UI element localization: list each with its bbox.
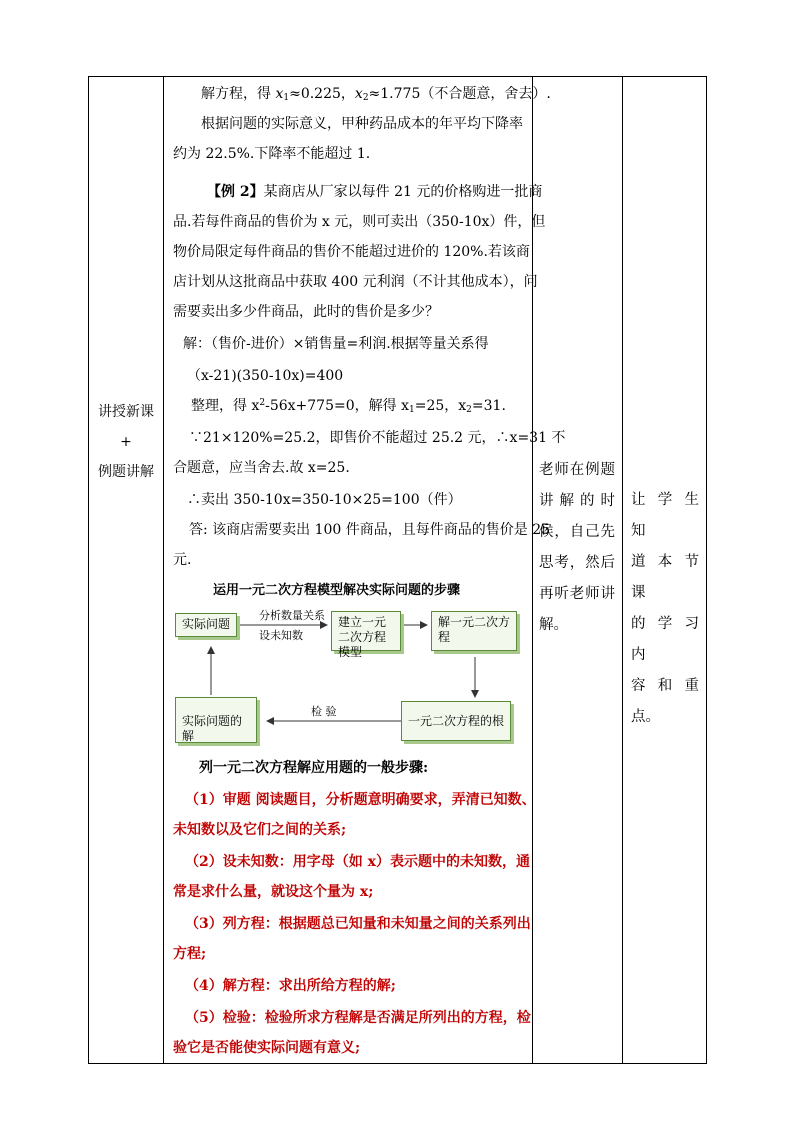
subscript: 2: [362, 93, 369, 103]
purpose-line: 道 本 节 课: [631, 554, 699, 601]
steps-title: 列一元二次方程解应用题的一般步骤:: [199, 760, 429, 776]
flow-box-build-model: 建立一元二次方程模型: [331, 611, 401, 651]
teacher-activity: 老师在例题讲解的时候，自己先思考，然后再听老师讲解。: [539, 462, 615, 633]
text: ≈1.775（不合题意，舍去）.: [368, 86, 551, 102]
step-line: （3）列方程：根据题总已知量和未知量之间的关系列出: [185, 916, 531, 932]
flow-box-real-problem: 实际问题: [175, 613, 237, 637]
flow-box-real-solution: 实际问题的解: [175, 697, 257, 743]
step-line: （4）解方程：求出所给方程的解;: [185, 978, 396, 994]
step-line: （2）设未知数：用字母（如 x）表示题中的未知数，通: [185, 854, 530, 870]
design-purpose: [625, 485, 705, 733]
step-line: （5）检验：检验所求方程解是否满足所列出的方程，检: [185, 1010, 531, 1026]
subscript: 1: [408, 405, 415, 415]
text-line: 需要卖出多少件商品，此时的售价是多少？: [173, 304, 439, 320]
section-label: [89, 397, 163, 487]
text-line: 约为 22.5%.下降率不能超过 1.: [173, 146, 371, 162]
text-line: 答: 该商店需要卖出 100 件商品，且每件商品的售价是 25: [189, 522, 551, 538]
text-line: 店计划从这批商品中获取 400 元利润（不计其他成本），问: [173, 274, 538, 290]
step-line: 方程;: [173, 946, 207, 962]
text-line: 元.: [173, 552, 192, 568]
section-label-line: 例题讲解: [98, 464, 154, 480]
flowchart-title: 运用一元二次方程模型解决实际问题的步骤: [213, 583, 461, 598]
text: =25，x: [414, 398, 467, 414]
purpose-line: 容和重点。: [631, 678, 699, 725]
flow-label: 分析数量关系: [259, 609, 325, 622]
step-line: 未知数以及它们之间的关系;: [173, 822, 347, 838]
example-tag: 【例 2】: [207, 184, 264, 200]
flowchart-arrows: [165, 77, 531, 777]
text: 解方程，得: [201, 86, 276, 102]
step-line: 常是求什么量，就设这个量为 x;: [173, 884, 374, 900]
text: ≈0.225，: [289, 86, 355, 102]
purpose-line: 的 学 习 内: [631, 616, 699, 663]
lesson-table: [88, 76, 707, 1064]
step-line: 验它是否能使实际问题有意义;: [173, 1040, 361, 1056]
flow-box-equation-roots: 一元二次方程的根: [401, 701, 511, 741]
text: =31.: [471, 398, 506, 414]
flow-label: 检 验: [311, 705, 337, 718]
text-line: （x-21)(350-10x)=400: [187, 368, 344, 384]
section-label-line: +: [120, 434, 132, 450]
superscript: 2: [259, 398, 266, 408]
subscript: 1: [283, 93, 290, 103]
text: 整理，得 x: [191, 398, 260, 414]
text: -56x+775=0，解得 x: [265, 398, 409, 414]
text-line: 品.若每件商品的售价为 x 元，则可卖出（350-10x）件，但: [173, 214, 546, 230]
column-divider: [622, 77, 623, 1063]
var: x: [275, 86, 284, 102]
step-line: （1）审题 阅读题目，分析题意明确要求，弄清已知数、: [185, 792, 536, 808]
column-divider: [163, 77, 164, 1063]
text-line: ∴卖出 350-10x=350-10×25=100（件）: [187, 492, 462, 508]
text-line: 合题意，应当舍去.故 x=25.: [173, 460, 350, 476]
text-line: 根据问题的实际意义，甲种药品成本的年平均下降率: [201, 116, 523, 132]
flow-label: 设未知数: [259, 629, 303, 642]
flow-box-solve-equation: 解一元二次方程: [431, 611, 517, 651]
subscript: 2: [466, 405, 472, 415]
text: 某商店从厂家以每件 21 元的价格购进一批商: [263, 184, 543, 200]
section-label-line: 讲授新课: [98, 404, 154, 420]
purpose-line: 让 学 生 知: [631, 492, 699, 539]
text-line: 物价局限定每件商品的售价不能超过进价的 120%.若该商: [173, 244, 530, 260]
text-line: ∵21×120%=25.2，即售价不能超过 25.2 元，∴x=31 不: [189, 430, 566, 446]
var: x: [354, 86, 363, 102]
text-line: 解：（售价-进价）×销售量=利润.根据等量关系得: [183, 336, 489, 352]
